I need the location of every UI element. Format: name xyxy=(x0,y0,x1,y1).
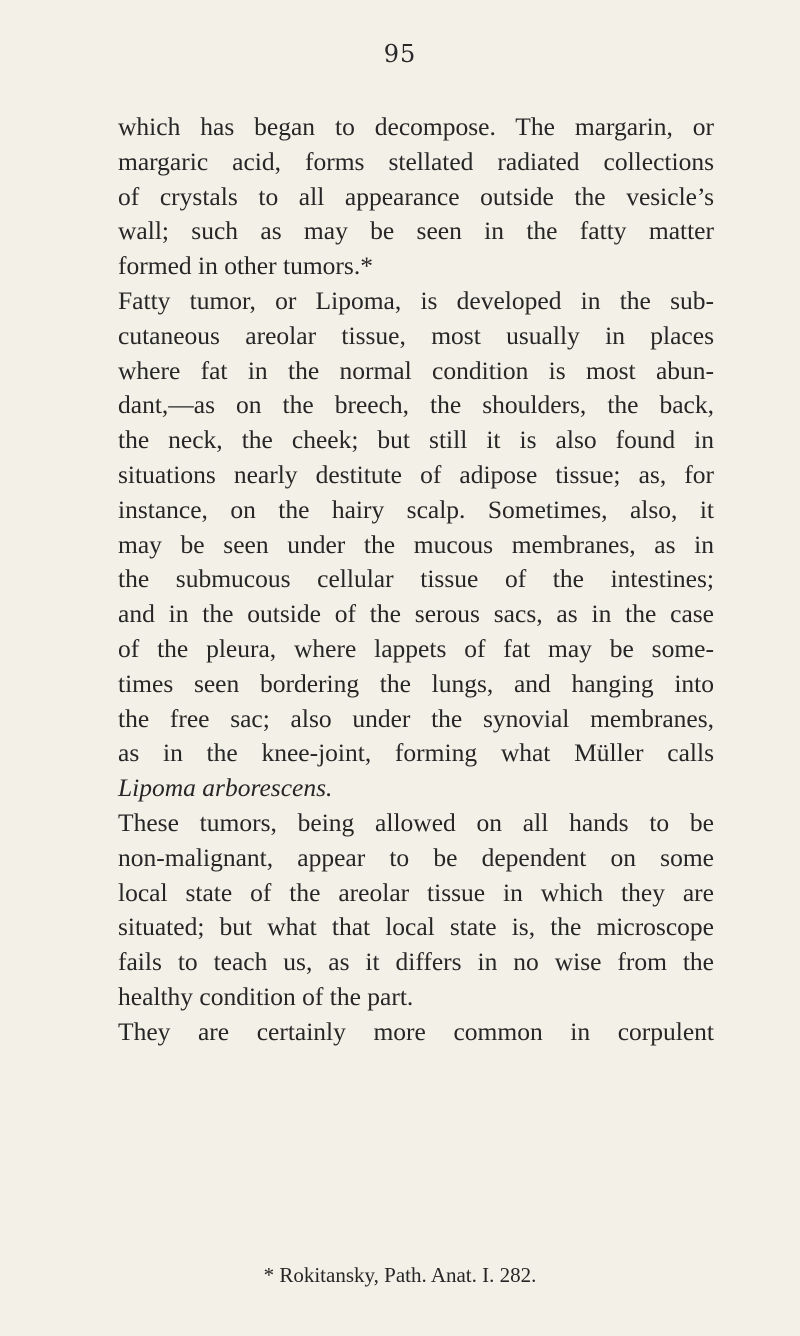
text-line: margaric acid, forms stellated radiated collections xyxy=(118,146,714,176)
text-line: and in the outside of the serous sacs, as in the case xyxy=(118,599,714,629)
text-line: situated; but what that local state is, the microscope xyxy=(118,912,714,942)
footnote: * Rokitansky, Path. Anat. I. 282. xyxy=(263,1263,537,1287)
text-line: instance, on the hairy scalp. Sometimes, also, it xyxy=(118,494,714,524)
text-line: of the pleura, where lappets of fat may be some- xyxy=(118,633,714,663)
text-line: cutaneous areolar tissue, most usually in places xyxy=(118,320,714,350)
text-line: the free sac; also under the synovial membranes, xyxy=(118,703,714,733)
text-line: the neck, the cheek; but still it is also found in xyxy=(118,425,714,455)
text-line: as in the knee-joint, forming what Müller calls xyxy=(118,738,714,768)
text-line: where fat in the normal condition is most abun- xyxy=(118,355,714,385)
page-number: 95 xyxy=(383,40,417,68)
text-line-italic: Lipoma arborescens. xyxy=(118,773,333,803)
text-line: of crystals to all appearance outside the vesicle’s xyxy=(118,181,714,211)
text-line: situations nearly destitute of adipose tissue; as, for xyxy=(118,459,714,489)
text-line: formed in other tumors.* xyxy=(118,251,373,281)
text-line: may be seen under the mucous membranes, as in xyxy=(118,529,714,559)
text-line: local state of the areolar tissue in which they are xyxy=(118,877,714,907)
text-line: healthy condition of the part. xyxy=(118,981,414,1011)
text-line: fails to teach us, as it differs in no wise from the xyxy=(118,947,714,977)
text-line: non-malignant, appear to be dependent on some xyxy=(118,842,714,872)
text-line: the submucous cellular tissue of the intestines; xyxy=(118,564,714,594)
text-line: They are certainly more common in corpulent xyxy=(118,1016,714,1046)
text-line: times seen bordering the lungs, and hanging into xyxy=(118,668,714,698)
text-line: Fatty tumor, or Lipoma, is developed in the sub- xyxy=(118,285,714,315)
text-line: which has began to decompose. The margarin, or xyxy=(118,112,714,141)
text-line: These tumors, being allowed on all hands to be xyxy=(118,807,714,837)
text-line: wall; such as may be seen in the fatty matter xyxy=(118,216,714,246)
text-line: dant,—as on the breech, the shoulders, the back, xyxy=(118,390,714,420)
body-text xyxy=(118,110,714,1050)
